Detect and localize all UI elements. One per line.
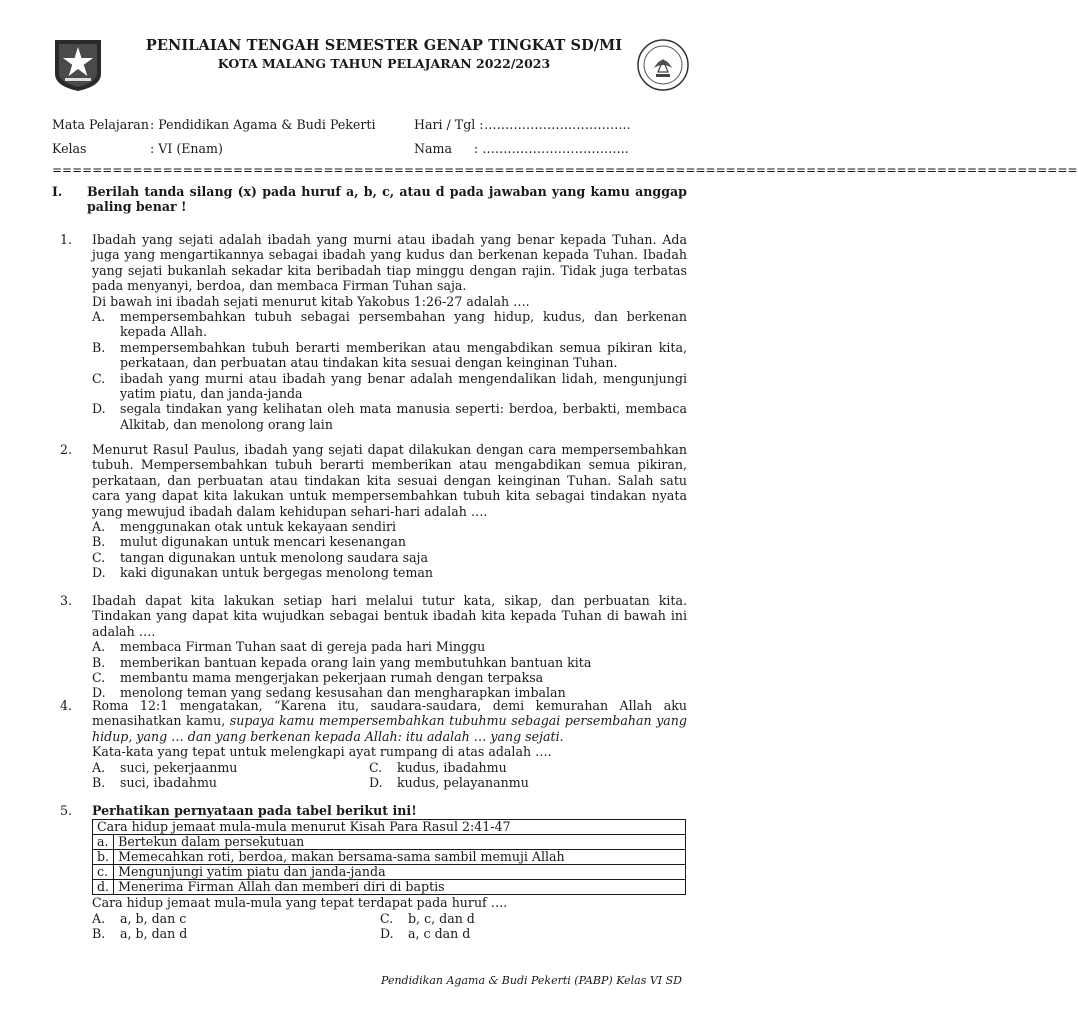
option-text: b, c, dan d [408, 910, 475, 926]
subject-label: Mata Pelajaran [52, 117, 149, 132]
table-row [93, 850, 686, 865]
table-header-row [93, 820, 686, 835]
day-value: …………………………….. [484, 117, 631, 132]
option-letter: C. [92, 670, 106, 686]
class-value: : VI (Enam) [150, 141, 223, 156]
option-letter: C. [92, 549, 106, 565]
option-text: membantu mama mengerjakan pekerjaan rumah dengan terpaksa [120, 670, 544, 686]
question-text: Ibadah yang sejati adalah ibadah yang murni atau ibadah yang benar kepada Tuhan. Ada juga yang mengartikannya sebagai ibadah yang kudus dan berkenan kepada Tuhan. Ibadah yang sejati bukanlah sekadar kita beribadah tiap minggu dengan rajin. Tidak juga terbatas pada menyanyi, berdoa, dan membaca Firman Tuhan saja. [92, 232, 687, 294]
option-letter: A. [92, 910, 106, 926]
option-letter: B. [92, 926, 106, 942]
option-text: tangan digunakan untuk menolong saudara saja [120, 549, 428, 565]
option-a[interactable] [92, 639, 687, 654]
option-row [92, 775, 687, 790]
table-cell-value: Memecahkan roti, berdoa, makan bersama-sama sambil memuji Allah [114, 850, 686, 865]
option-b[interactable] [92, 534, 687, 549]
question-number: 1. [60, 232, 73, 247]
table-cell-key: b. [93, 850, 114, 865]
name-value: : …………………………….. [474, 141, 629, 156]
section-text: Berilah tanda silang (x) pada huruf a, b, c, atau d pada jawaban yang kamu anggap paling benar ! [87, 184, 687, 215]
table-row [93, 865, 686, 880]
question-text: Menurut Rasul Paulus, ibadah yang sejati dapat dilakukan dengan cara mempersembahkan tubuh. Mempersembahkan tubuh berarti memberikan atau mengabdikan semua pikiran, perkataan, dan perbuatan atau tindakan kita sesuai dengan keinginan Tuhan. Salah satu cara yang dapat kita lakukan untuk mempersembahkan tubuh kita sebagai tindakan nyata yang mewujud ibadah dalam kehidupan sehari-hari adalah …. [92, 442, 687, 519]
question-text: Perhatikan pernyataan pada tabel berikut ini! [92, 803, 417, 818]
question-number: 2. [60, 442, 73, 457]
option-text: a, c dan d [408, 926, 471, 942]
day-label: Hari / Tgl : [414, 117, 484, 132]
option-d[interactable] [92, 401, 687, 432]
option-letter: C. [92, 370, 106, 386]
question-prompt: Di bawah ini ibadah sejati menurut kitab Yakobus 1:26-27 adalah …. [92, 293, 530, 309]
table-cell-key: a. [93, 835, 114, 850]
question-prompt: Kata-kata yang tepat untuk melengkapi ayat rumpang di atas adalah …. [92, 744, 552, 760]
option-letter: D. [380, 926, 394, 942]
option-text: mempersembahkan tubuh berarti memberikan atau mengabdikan semua pikiran kita, perkataan, dan perbuatan atau tindakan kita sesuai dengan keinginan Tuhan. [120, 339, 687, 371]
question-text: Roma 12:1 mengatakan, “Karena itu, saudara-saudara, demi kemurahan Allah aku menasihatkan kamu, [92, 698, 687, 729]
option-text: ibadah yang murni atau ibadah yang benar adalah mengendalikan lidah, mengunjungi yatim piatu, dan janda-janda [120, 370, 687, 402]
option-a[interactable] [92, 519, 687, 534]
option-letter: B. [92, 339, 106, 355]
option-c[interactable] [92, 371, 687, 402]
option-text: mulut digunakan untuk mencari kesenangan [120, 534, 406, 550]
option-d[interactable] [92, 565, 687, 580]
option-letter: A. [92, 759, 106, 775]
option-text: menggunakan otak untuk kekayaan sendiri [120, 519, 397, 535]
page-title: PENILAIAN TENGAH SEMESTER GENAP TINGKAT SD/MI [145, 37, 623, 54]
option-letter: D. [92, 685, 106, 701]
statement-table [92, 819, 686, 895]
table-row [93, 835, 686, 850]
option-letter: D. [92, 401, 106, 417]
table-header: Cara hidup jemaat mula-mula menurut Kisah Para Rasul 2:41-47 [93, 820, 686, 835]
question-number: 3. [60, 593, 73, 608]
option-letter: C. [380, 910, 394, 926]
option-c[interactable] [92, 670, 687, 685]
option-text: mempersembahkan tubuh sebagai persembahan yang hidup, kudus, dan berkenan kepada Allah. [120, 309, 687, 340]
option-letter: A. [92, 309, 106, 325]
option-text: suci, ibadahmu [120, 775, 217, 791]
page-subtitle: KOTA MALANG TAHUN PELAJARAN 2022/2023 [217, 56, 551, 71]
question-number: 5. [60, 803, 73, 818]
option-letter: B. [92, 654, 106, 670]
question-prompt: Cara hidup jemaat mula-mula yang tepat terdapat pada huruf …. [92, 895, 508, 911]
option-letter: A. [92, 639, 106, 655]
option-letter: D. [92, 565, 106, 581]
option-b[interactable] [92, 340, 687, 371]
option-text: a, b, dan d [120, 926, 188, 942]
option-letter: A. [92, 519, 106, 535]
option-text: menolong teman yang sedang kesusahan dan mengharapkan imbalan [120, 685, 566, 701]
table-cell-key: d. [93, 880, 114, 895]
question-text-italic: supaya kamu mempersembahkan tubuhmu sebagai persembahan yang hidup, yang … dan yang berkenan kepada Allah: itu adalah … yang sejati. [92, 713, 687, 744]
option-c[interactable] [92, 550, 687, 565]
option-letter: C. [369, 759, 383, 775]
option-text: kudus, ibadahmu [397, 759, 507, 775]
class-label: Kelas [52, 141, 87, 156]
option-text: kaki digunakan untuk bergegas menolong teman [120, 565, 433, 581]
option-text: a, b, dan c [120, 910, 187, 926]
option-text: memberikan bantuan kepada orang lain yang membutuhkan bantuan kita [120, 654, 592, 670]
page-footer: Pendidikan Agama & Budi Pekerti (PABP) Kelas VI SD [381, 974, 682, 987]
table-row [93, 880, 686, 895]
option-b[interactable] [92, 655, 687, 670]
table-cell-value: Mengunjungi yatim piatu dan janda-janda [114, 865, 686, 880]
table-cell-value: Bertekun dalam persekutuan [114, 835, 686, 850]
option-row [92, 760, 687, 775]
option-letter: B. [92, 775, 106, 791]
subject-value: : Pendidikan Agama & Budi Pekerti [150, 117, 376, 132]
option-text: segala tindakan yang kelihatan oleh mata manusia seperti: berdoa, berbakti, membaca Alkitab, dan menolong orang lain [120, 401, 687, 432]
name-label: Nama [414, 141, 452, 156]
separator-line: ====================================================================================================== [52, 163, 1078, 177]
section-number: I. [52, 184, 63, 199]
question-text: Ibadah dapat kita lakukan setiap hari melalui tutur kata, sikap, dan perbuatan kita. Tindakan yang dapat kita wujudkan sebagai bentuk ibadah kita kepada Tuhan di bawah ini adalah …. [92, 593, 687, 639]
table-cell-value: Menerima Firman Allah dan memberi diri di baptis [114, 880, 686, 895]
option-text: membaca Firman Tuhan saat di gereja pada hari Minggu [120, 639, 486, 655]
question-number: 4. [60, 698, 73, 713]
option-letter: D. [369, 775, 383, 791]
option-letter: B. [92, 534, 106, 550]
option-a[interactable] [92, 309, 687, 340]
option-row [92, 911, 687, 926]
option-text: kudus, pelayananmu [397, 775, 529, 791]
option-row [92, 926, 687, 941]
option-text: suci, pekerjaanmu [120, 759, 238, 775]
table-cell-key: c. [93, 865, 114, 880]
